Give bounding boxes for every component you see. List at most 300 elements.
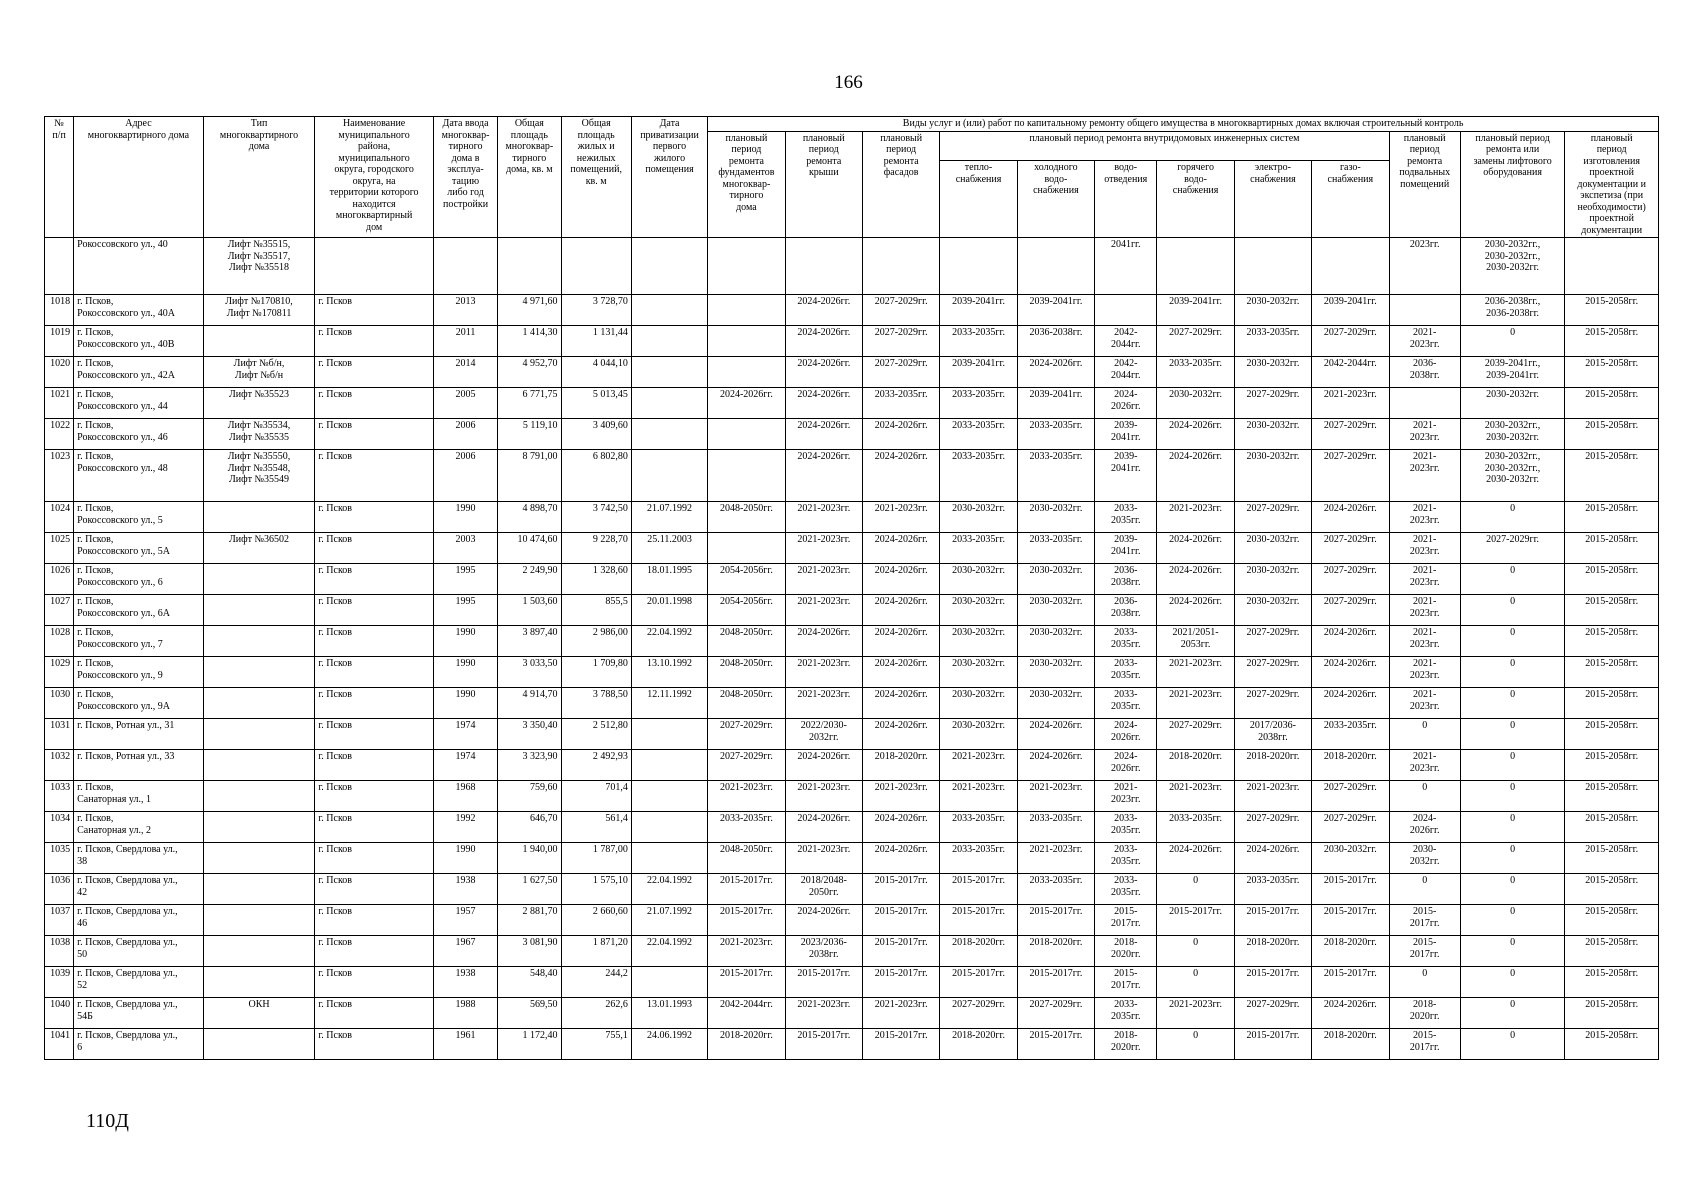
header-cold-water: холодного водо- снабжения: [1017, 161, 1094, 238]
cell-address: г. Псков, Свердлова ул., 52: [74, 967, 204, 998]
cell-elevator: 0: [1460, 967, 1565, 998]
cell-foundation: [708, 533, 785, 564]
cell-elevator: 0: [1460, 719, 1565, 750]
table-row: [45, 874, 1659, 905]
cell-num: 1023: [45, 450, 74, 502]
cell-district: г. Псков: [315, 388, 434, 419]
cell-hot-water: 2024-2026гг.: [1157, 419, 1234, 450]
cell-gas: 2015-2017гг.: [1312, 874, 1389, 905]
cell-gas: 2015-2017гг.: [1312, 967, 1389, 998]
cell-foundation: 2054-2056гг.: [708, 595, 785, 626]
cell-living-area: 755,1: [561, 1029, 631, 1060]
cell-year: 1968: [433, 781, 497, 812]
cell-sewer: 2033- 2035гг.: [1095, 657, 1157, 688]
cell-year: 1990: [433, 626, 497, 657]
cell-num: 1018: [45, 295, 74, 326]
cell-district: г. Псков: [315, 595, 434, 626]
cell-sewer: 2039- 2041гг.: [1095, 533, 1157, 564]
cell-electric: 2018-2020гг.: [1234, 750, 1311, 781]
cell-elevator: 0: [1460, 502, 1565, 533]
cell-year: 1995: [433, 564, 497, 595]
cell-privatization: 25.11.2003: [631, 533, 707, 564]
cell-elevator: 2036-2038гг., 2036-2038гг.: [1460, 295, 1565, 326]
cell-total-area: 8 791,00: [498, 450, 561, 502]
cell-foundation: 2048-2050гг.: [708, 626, 785, 657]
cell-project-docs: 2015-2058гг.: [1565, 502, 1659, 533]
cell-num: 1039: [45, 967, 74, 998]
cell-num: 1021: [45, 388, 74, 419]
cell-heat: 2030-2032гг.: [940, 719, 1017, 750]
cell-year: 1992: [433, 812, 497, 843]
cell-electric: 2018-2020гг.: [1234, 936, 1311, 967]
cell-roof: 2021-2023гг.: [785, 781, 862, 812]
cell-basement: 2021- 2023гг.: [1389, 626, 1460, 657]
cell-living-area: 561,4: [561, 812, 631, 843]
cell-address: г. Псков, Рокоссовского ул., 5: [74, 502, 204, 533]
cell-facade: 2024-2026гг.: [862, 533, 939, 564]
cell-basement: 2021- 2023гг.: [1389, 657, 1460, 688]
cell-electric: 2030-2032гг.: [1234, 564, 1311, 595]
header-heat: тепло- снабжения: [940, 161, 1017, 238]
table-header: [45, 117, 1659, 238]
cell-privatization: [631, 812, 707, 843]
cell-district: г. Псков: [315, 936, 434, 967]
cell-roof: 2021-2023гг.: [785, 843, 862, 874]
cell-address: г. Псков, Свердлова ул., 38: [74, 843, 204, 874]
cell-cold-water: 2015-2017гг.: [1017, 905, 1094, 936]
cell-address: г. Псков, Рокоссовского ул., 9: [74, 657, 204, 688]
cell-address: г. Псков, Свердлова ул., 6: [74, 1029, 204, 1060]
cell-hot-water: 2024-2026гг.: [1157, 843, 1234, 874]
cell-type: [203, 781, 315, 812]
cell-num: 1038: [45, 936, 74, 967]
cell-foundation: 2048-2050гг.: [708, 657, 785, 688]
cell-type: [203, 595, 315, 626]
cell-heat: 2033-2035гг.: [940, 533, 1017, 564]
cell-living-area: 3 788,50: [561, 688, 631, 719]
cell-num: 1032: [45, 750, 74, 781]
cell-hot-water: 2024-2026гг.: [1157, 450, 1234, 502]
cell-roof: 2021-2023гг.: [785, 657, 862, 688]
cell-gas: 2027-2029гг.: [1312, 533, 1389, 564]
cell-address: г. Псков, Рокоссовского ул., 7: [74, 626, 204, 657]
cell-cold-water: 2030-2032гг.: [1017, 595, 1094, 626]
cell-elevator: 0: [1460, 750, 1565, 781]
cell-sewer: 2033- 2035гг.: [1095, 998, 1157, 1029]
header-district: Наименование муниципального района, муниципального округа, городского округа, на территории которого находится многоквартирный дом: [315, 117, 434, 238]
cell-hot-water: 0: [1157, 967, 1234, 998]
cell-cold-water: 2015-2017гг.: [1017, 967, 1094, 998]
table-row: [45, 998, 1659, 1029]
table-row: [45, 1029, 1659, 1060]
cell-living-area: [561, 238, 631, 295]
table-row: [45, 750, 1659, 781]
cell-foundation: 2021-2023гг.: [708, 781, 785, 812]
cell-sewer: 2015- 2017гг.: [1095, 967, 1157, 998]
cell-privatization: [631, 238, 707, 295]
cell-electric: 2027-2029гг.: [1234, 998, 1311, 1029]
cell-hot-water: 2015-2017гг.: [1157, 905, 1234, 936]
cell-gas: 2027-2029гг.: [1312, 595, 1389, 626]
cell-cold-water: 2030-2032гг.: [1017, 502, 1094, 533]
cell-district: г. Псков: [315, 564, 434, 595]
cell-gas: 2024-2026гг.: [1312, 657, 1389, 688]
cell-foundation: [708, 357, 785, 388]
cell-project-docs: 2015-2058гг.: [1565, 750, 1659, 781]
cell-electric: 2024-2026гг.: [1234, 843, 1311, 874]
cell-year: 2005: [433, 388, 497, 419]
cell-foundation: 2015-2017гг.: [708, 905, 785, 936]
table-row: [45, 936, 1659, 967]
cell-electric: 2017/2036- 2038гг.: [1234, 719, 1311, 750]
cell-living-area: 1 575,10: [561, 874, 631, 905]
cell-sewer: 2033- 2035гг.: [1095, 502, 1157, 533]
cell-type: [203, 326, 315, 357]
cell-hot-water: 2021-2023гг.: [1157, 998, 1234, 1029]
cell-facade: 2015-2017гг.: [862, 874, 939, 905]
cell-project-docs: 2015-2058гг.: [1565, 326, 1659, 357]
cell-project-docs: 2015-2058гг.: [1565, 388, 1659, 419]
cell-district: г. Псков: [315, 967, 434, 998]
cell-living-area: 1 131,44: [561, 326, 631, 357]
table-row: [45, 967, 1659, 998]
cell-roof: 2021-2023гг.: [785, 688, 862, 719]
cell-electric: 2015-2017гг.: [1234, 1029, 1311, 1060]
cell-privatization: [631, 843, 707, 874]
cell-electric: 2030-2032гг.: [1234, 450, 1311, 502]
cell-total-area: 1 172,40: [498, 1029, 561, 1060]
cell-project-docs: 2015-2058гг.: [1565, 936, 1659, 967]
cell-cold-water: 2015-2017гг.: [1017, 1029, 1094, 1060]
cell-elevator: 2039-2041гг., 2039-2041гг.: [1460, 357, 1565, 388]
cell-year: 2011: [433, 326, 497, 357]
cell-total-area: 3 033,50: [498, 657, 561, 688]
cell-heat: 2033-2035гг.: [940, 843, 1017, 874]
cell-heat: 2033-2035гг.: [940, 450, 1017, 502]
cell-type: [203, 1029, 315, 1060]
cell-num: 1033: [45, 781, 74, 812]
cell-type: [203, 750, 315, 781]
cell-district: [315, 238, 434, 295]
cell-electric: 2030-2032гг.: [1234, 595, 1311, 626]
cell-hot-water: 0: [1157, 874, 1234, 905]
header-address: Адрес многоквартирного дома: [74, 117, 204, 238]
table-row: [45, 626, 1659, 657]
cell-year: 1967: [433, 936, 497, 967]
cell-elevator: 0: [1460, 936, 1565, 967]
cell-project-docs: 2015-2058гг.: [1565, 688, 1659, 719]
cell-year: 2006: [433, 419, 497, 450]
cell-district: г. Псков: [315, 905, 434, 936]
cell-sewer: 2018- 2020гг.: [1095, 1029, 1157, 1060]
cell-cold-water: 2039-2041гг.: [1017, 388, 1094, 419]
cell-roof: 2024-2026гг.: [785, 295, 862, 326]
cell-cold-water: 2018-2020гг.: [1017, 936, 1094, 967]
cell-sewer: 2033- 2035гг.: [1095, 688, 1157, 719]
cell-basement: 2021- 2023гг.: [1389, 326, 1460, 357]
cell-year: 1990: [433, 657, 497, 688]
cell-type: [203, 688, 315, 719]
cell-privatization: [631, 781, 707, 812]
cell-total-area: 4 971,60: [498, 295, 561, 326]
cell-roof: 2024-2026гг.: [785, 357, 862, 388]
cell-roof: 2021-2023гг.: [785, 502, 862, 533]
header-roof: плановый период ремонта крыши: [785, 131, 862, 238]
cell-facade: 2015-2017гг.: [862, 967, 939, 998]
cell-living-area: 2 660,60: [561, 905, 631, 936]
cell-cold-water: 2024-2026гг.: [1017, 750, 1094, 781]
cell-cold-water: 2021-2023гг.: [1017, 843, 1094, 874]
cell-year: 2006: [433, 450, 497, 502]
cell-sewer: 2042- 2044гг.: [1095, 357, 1157, 388]
cell-cold-water: 2021-2023гг.: [1017, 781, 1094, 812]
cell-year: 2003: [433, 533, 497, 564]
cell-foundation: [708, 238, 785, 295]
cell-total-area: 1 940,00: [498, 843, 561, 874]
cell-foundation: 2048-2050гг.: [708, 688, 785, 719]
cell-foundation: 2027-2029гг.: [708, 719, 785, 750]
cell-electric: 2027-2029гг.: [1234, 502, 1311, 533]
cell-project-docs: 2015-2058гг.: [1565, 905, 1659, 936]
cell-address: г. Псков, Ротная ул., 31: [74, 719, 204, 750]
cell-total-area: 3 323,90: [498, 750, 561, 781]
header-num: № п/п: [45, 117, 74, 238]
cell-electric: 2030-2032гг.: [1234, 533, 1311, 564]
cell-elevator: 0: [1460, 564, 1565, 595]
table-row: [45, 657, 1659, 688]
cell-total-area: 3 897,40: [498, 626, 561, 657]
cell-project-docs: 2015-2058гг.: [1565, 1029, 1659, 1060]
cell-project-docs: 2015-2058гг.: [1565, 626, 1659, 657]
cell-sewer: 2033- 2035гг.: [1095, 874, 1157, 905]
cell-gas: 2024-2026гг.: [1312, 998, 1389, 1029]
cell-privatization: [631, 326, 707, 357]
cell-hot-water: 2027-2029гг.: [1157, 326, 1234, 357]
cell-facade: 2024-2026гг.: [862, 657, 939, 688]
header-engineering-group: плановый период ремонта внутридомовых инженерных систем: [940, 131, 1389, 161]
cell-gas: 2018-2020гг.: [1312, 1029, 1389, 1060]
cell-heat: 2021-2023гг.: [940, 750, 1017, 781]
cell-total-area: 4 914,70: [498, 688, 561, 719]
cell-num: 1020: [45, 357, 74, 388]
cell-privatization: 18.01.1995: [631, 564, 707, 595]
cell-type: Лифт №170810, Лифт №170811: [203, 295, 315, 326]
table-row: [45, 238, 1659, 295]
cell-year: 1990: [433, 688, 497, 719]
cell-project-docs: 2015-2058гг.: [1565, 781, 1659, 812]
cell-privatization: [631, 357, 707, 388]
cell-living-area: 5 013,45: [561, 388, 631, 419]
cell-foundation: 2015-2017гг.: [708, 874, 785, 905]
cell-elevator: 2030-2032гг., 2030-2032гг., 2030-2032гг.: [1460, 450, 1565, 502]
cell-hot-water: 2030-2032гг.: [1157, 388, 1234, 419]
cell-num: 1037: [45, 905, 74, 936]
cell-privatization: 24.06.1992: [631, 1029, 707, 1060]
cell-district: г. Псков: [315, 843, 434, 874]
cell-type: [203, 626, 315, 657]
cell-privatization: [631, 750, 707, 781]
cell-living-area: 262,6: [561, 998, 631, 1029]
cell-basement: 2036- 2038гг.: [1389, 357, 1460, 388]
cell-district: г. Псков: [315, 998, 434, 1029]
cell-project-docs: 2015-2058гг.: [1565, 295, 1659, 326]
cell-sewer: 2024- 2026гг.: [1095, 750, 1157, 781]
cell-year: 1961: [433, 1029, 497, 1060]
cell-privatization: 22.04.1992: [631, 626, 707, 657]
cell-living-area: 2 986,00: [561, 626, 631, 657]
cell-privatization: [631, 967, 707, 998]
cell-total-area: 646,70: [498, 812, 561, 843]
cell-basement: 0: [1389, 874, 1460, 905]
cell-address: г. Псков, Свердлова ул., 54Б: [74, 998, 204, 1029]
cell-elevator: 0: [1460, 657, 1565, 688]
cell-cold-water: 2033-2035гг.: [1017, 812, 1094, 843]
cell-elevator: 0: [1460, 843, 1565, 874]
cell-facade: 2024-2026гг.: [862, 812, 939, 843]
cell-facade: 2024-2026гг.: [862, 843, 939, 874]
cell-project-docs: 2015-2058гг.: [1565, 998, 1659, 1029]
cell-district: г. Псков: [315, 533, 434, 564]
cell-heat: 2015-2017гг.: [940, 905, 1017, 936]
cell-heat: 2030-2032гг.: [940, 502, 1017, 533]
cell-sewer: 2042- 2044гг.: [1095, 326, 1157, 357]
cell-facade: 2015-2017гг.: [862, 905, 939, 936]
cell-total-area: 759,60: [498, 781, 561, 812]
cell-sewer: 2036- 2038гг.: [1095, 595, 1157, 626]
cell-privatization: [631, 719, 707, 750]
cell-basement: [1389, 388, 1460, 419]
header-facade: плановый период ремонта фасадов: [862, 131, 939, 238]
cell-project-docs: 2015-2058гг.: [1565, 843, 1659, 874]
cell-basement: 2021- 2023гг.: [1389, 750, 1460, 781]
table-row: [45, 295, 1659, 326]
cell-heat: 2039-2041гг.: [940, 295, 1017, 326]
table-row: [45, 326, 1659, 357]
cell-year: 1988: [433, 998, 497, 1029]
cell-total-area: 1 627,50: [498, 874, 561, 905]
header-commission-date: Дата ввода многоквар- тирного дома в эксплуа- тацию либо год постройки: [433, 117, 497, 238]
cell-district: г. Псков: [315, 626, 434, 657]
cell-living-area: 1 328,60: [561, 564, 631, 595]
cell-hot-water: 2018-2020гг.: [1157, 750, 1234, 781]
cell-project-docs: 2015-2058гг.: [1565, 419, 1659, 450]
cell-roof: 2022/2030- 2032гг.: [785, 719, 862, 750]
cell-address: г. Псков, Свердлова ул., 46: [74, 905, 204, 936]
cell-roof: 2021-2023гг.: [785, 564, 862, 595]
cell-electric: 2027-2029гг.: [1234, 388, 1311, 419]
cell-hot-water: 2024-2026гг.: [1157, 595, 1234, 626]
page-number: 166: [834, 72, 863, 93]
cell-elevator: 2027-2029гг.: [1460, 533, 1565, 564]
cell-elevator: 2030-2032гг., 2030-2032гг.: [1460, 419, 1565, 450]
cell-heat: 2018-2020гг.: [940, 1029, 1017, 1060]
cell-project-docs: 2015-2058гг.: [1565, 564, 1659, 595]
cell-project-docs: 2015-2058гг.: [1565, 450, 1659, 502]
table-row: [45, 533, 1659, 564]
cell-elevator: 0: [1460, 688, 1565, 719]
cell-electric: 2030-2032гг.: [1234, 295, 1311, 326]
cell-electric: 2033-2035гг.: [1234, 874, 1311, 905]
cell-elevator: 0: [1460, 812, 1565, 843]
table-row: [45, 419, 1659, 450]
cell-facade: 2024-2026гг.: [862, 595, 939, 626]
cell-sewer: 2033- 2035гг.: [1095, 626, 1157, 657]
header-elevator: плановый период ремонта или замены лифтового оборудования: [1460, 131, 1565, 238]
cell-type: Лифт №35534, Лифт №35535: [203, 419, 315, 450]
cell-address: г. Псков, Рокоссовского ул., 6А: [74, 595, 204, 626]
cell-hot-water: 2021-2023гг.: [1157, 502, 1234, 533]
cell-gas: 2027-2029гг.: [1312, 326, 1389, 357]
cell-foundation: [708, 450, 785, 502]
cell-elevator: 2030-2032гг.: [1460, 388, 1565, 419]
cell-gas: 2027-2029гг.: [1312, 564, 1389, 595]
header-total-area: Общая площадь многоквар- тирного дома, кв. м: [498, 117, 561, 238]
cell-electric: 2015-2017гг.: [1234, 905, 1311, 936]
cell-elevator: 0: [1460, 595, 1565, 626]
cell-sewer: 2024- 2026гг.: [1095, 719, 1157, 750]
cell-facade: 2024-2026гг.: [862, 450, 939, 502]
cell-num: [45, 238, 74, 295]
cell-elevator: 0: [1460, 781, 1565, 812]
header-electric: электро- снабжения: [1234, 161, 1311, 238]
cell-cold-water: 2036-2038гг.: [1017, 326, 1094, 357]
header-living-area: Общая площадь жилых и нежилых помещений, кв. м: [561, 117, 631, 238]
cell-address: г. Псков, Рокоссовского ул., 40В: [74, 326, 204, 357]
cell-roof: 2024-2026гг.: [785, 450, 862, 502]
cell-living-area: 1 787,00: [561, 843, 631, 874]
cell-facade: 2015-2017гг.: [862, 936, 939, 967]
cell-year: [433, 238, 497, 295]
cell-year: 1990: [433, 843, 497, 874]
cell-roof: [785, 238, 862, 295]
cell-privatization: [631, 388, 707, 419]
cell-living-area: 1 709,80: [561, 657, 631, 688]
cell-facade: 2024-2026гг.: [862, 626, 939, 657]
cell-foundation: 2054-2056гг.: [708, 564, 785, 595]
cell-sewer: 2015- 2017гг.: [1095, 905, 1157, 936]
cell-year: 1938: [433, 874, 497, 905]
cell-electric: 2027-2029гг.: [1234, 688, 1311, 719]
cell-district: г. Псков: [315, 750, 434, 781]
cell-gas: 2021-2023гг.: [1312, 388, 1389, 419]
cell-total-area: 5 119,10: [498, 419, 561, 450]
cell-electric: 2030-2032гг.: [1234, 419, 1311, 450]
cell-electric: 2027-2029гг.: [1234, 657, 1311, 688]
cell-heat: [940, 238, 1017, 295]
cell-project-docs: 2015-2058гг.: [1565, 874, 1659, 905]
cell-facade: 2024-2026гг.: [862, 419, 939, 450]
cell-basement: 2021- 2023гг.: [1389, 450, 1460, 502]
cell-heat: 2015-2017гг.: [940, 874, 1017, 905]
cell-heat: 2030-2032гг.: [940, 626, 1017, 657]
table-row: [45, 905, 1659, 936]
cell-cold-water: 2027-2029гг.: [1017, 998, 1094, 1029]
cell-gas: 2018-2020гг.: [1312, 936, 1389, 967]
cell-address: г. Псков, Рокоссовского ул., 6: [74, 564, 204, 595]
cell-elevator: 0: [1460, 626, 1565, 657]
header-works-group: Виды услуг и (или) работ по капитальному ремонту общего имущества в многоквартирных домах включая строительный контроль: [708, 117, 1659, 132]
cell-district: г. Псков: [315, 419, 434, 450]
cell-foundation: 2027-2029гг.: [708, 750, 785, 781]
cell-elevator: 0: [1460, 1029, 1565, 1060]
cell-facade: [862, 238, 939, 295]
cell-sewer: 2039- 2041гг.: [1095, 450, 1157, 502]
cell-num: 1026: [45, 564, 74, 595]
cell-privatization: 12.11.1992: [631, 688, 707, 719]
cell-cold-water: 2030-2032гг.: [1017, 564, 1094, 595]
cell-hot-water: 2033-2035гг.: [1157, 357, 1234, 388]
cell-address: г. Псков, Ротная ул., 33: [74, 750, 204, 781]
